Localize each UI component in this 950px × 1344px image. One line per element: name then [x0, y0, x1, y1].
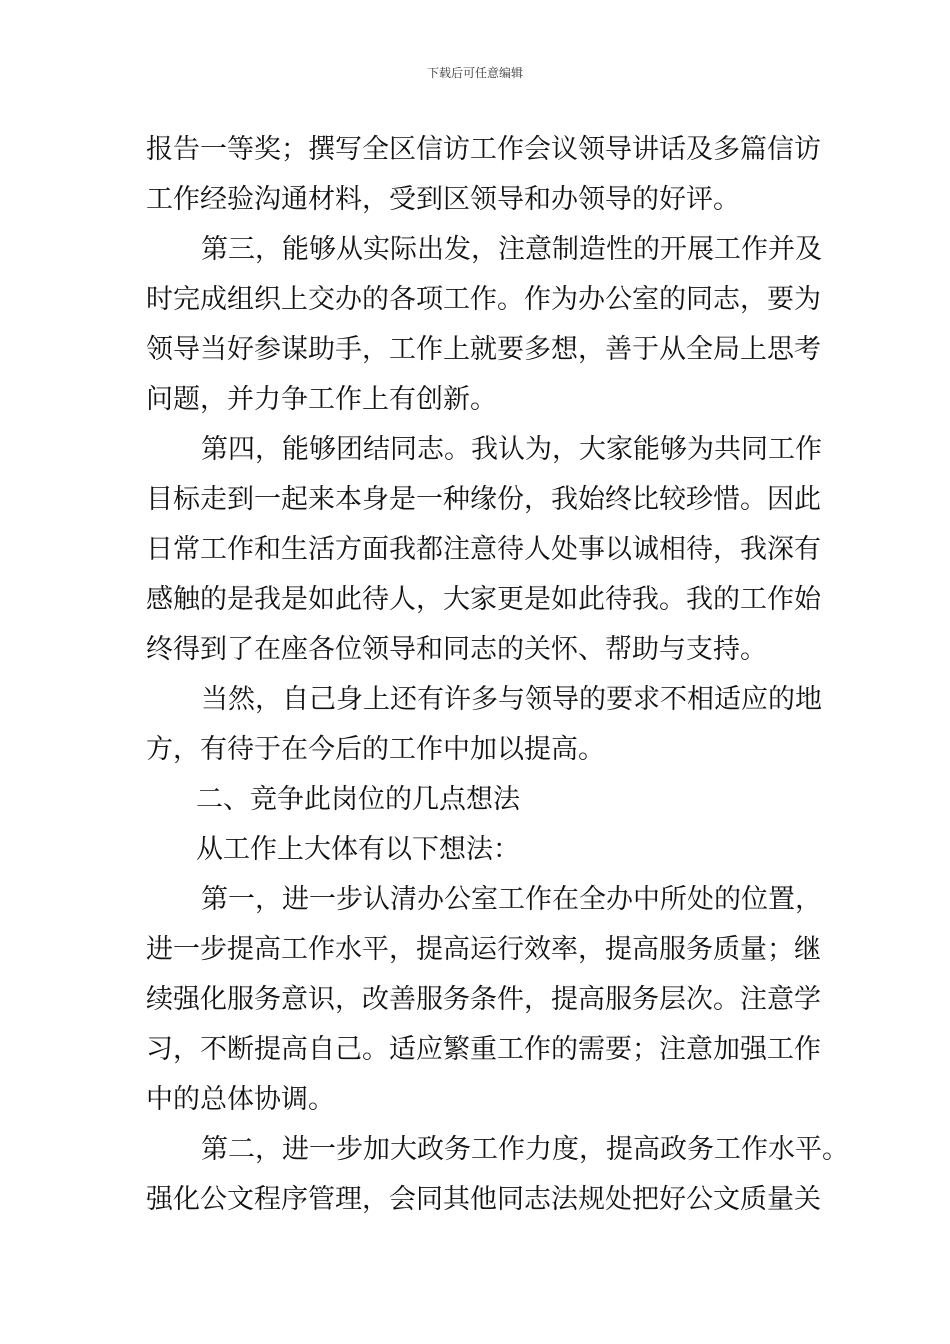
paragraph-start-line: 当然，自己身上还有许多与领导的要求不相适应的地 — [201, 684, 822, 715]
paragraph-start-line: 第二，进一步加大政务工作力度，提高政务工作水平。 — [201, 1134, 849, 1165]
text-line: 习，不断提高自己。适应繁重工作的需要；注意加强工作 — [146, 1034, 821, 1065]
paragraph-start-line: 第一，进一步认清办公室工作在全办中所处的位置， — [201, 884, 822, 915]
page-header: 下载后可任意编辑 — [426, 66, 523, 80]
text-line: 中的总体协调。 — [146, 1084, 335, 1115]
text-line: 方，有待于在今后的工作中加以提高。 — [146, 734, 605, 765]
paragraph-start-line: 从工作上大体有以下想法： — [196, 834, 520, 865]
section-heading: 二、竞争此岗位的几点想法 — [196, 784, 520, 815]
text-line: 报告一等奖；撰写全区信访工作会议领导讲话及多篇信访 — [146, 134, 821, 165]
text-line: 感触的是我是如此待人，大家更是如此待我。我的工作始 — [146, 584, 821, 615]
text-line: 日常工作和生活方面我都注意待人处事以诚相待，我深有 — [146, 534, 821, 565]
paragraph-start-line: 第三，能够从实际出发，注意制造性的开展工作并及 — [201, 234, 822, 265]
text-line: 工作经验沟通材料，受到区领导和办领导的好评。 — [146, 184, 740, 215]
text-line: 强化公文程序管理，会同其他同志法规处把好公文质量关 — [146, 1184, 821, 1215]
text-line: 终得到了在座各位领导和同志的关怀、帮助与支持。 — [146, 634, 767, 665]
text-line: 进一步提高工作水平，提高运行效率，提高服务质量；继 — [146, 934, 821, 965]
text-line: 续强化服务意识，改善服务条件，提高服务层次。注意学 — [146, 984, 821, 1015]
text-line: 领导当好参谋助手，工作上就要多想，善于从全局上思考 — [146, 334, 821, 365]
text-line: 目标走到一起来本身是一种缘份，我始终比较珍惜。因此 — [146, 484, 821, 515]
paragraph-start-line: 第四，能够团结同志。我认为，大家能够为共同工作 — [201, 434, 822, 465]
text-line: 问题，并力争工作上有创新。 — [146, 384, 497, 415]
text-line: 时完成组织上交办的各项工作。作为办公室的同志，要为 — [146, 284, 821, 315]
